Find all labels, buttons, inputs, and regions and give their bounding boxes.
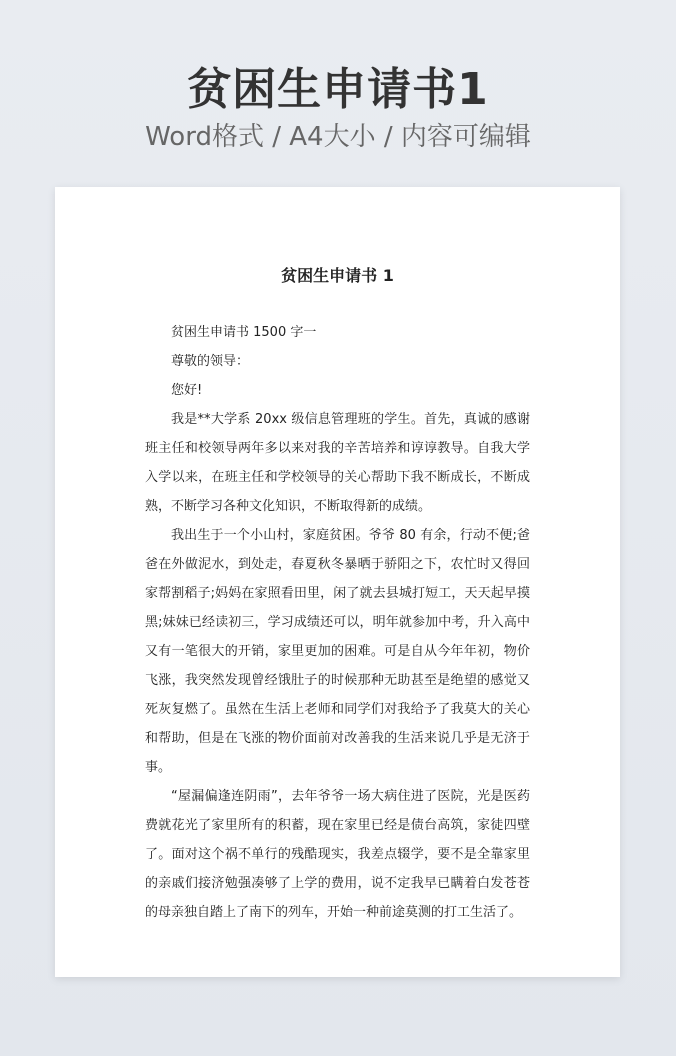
document-paragraph-heading: 贫困生申请书 1500 字一: [171, 325, 317, 340]
document-paragraph-intro: 我是**大学系 20xx 级信息管理班的学生。首先，真诚的感谢班主任和校领导两年多以来对我的辛苦培养和谆谆教导。自我大学入学以来，在班主任和学校领导的关心帮助下我不断成长，不断成熟，不断学习各种文化知识，不断取得新的成绩。: [145, 412, 530, 514]
banner-title: 贫困生申请书1: [187, 64, 489, 115]
document-paragraph-salutation: 尊敬的领导：: [171, 354, 250, 369]
document-paragraph-hardship: “屋漏偏逢连阴雨”，去年爷爷一场大病住进了医院，光是医药费就花光了家里所有的积蓄，现在家里已经是债台高筑，家徒四壁了。面对这个祸不单行的残酷现实，我差点辍学，要不是全靠家里的亲戚们接济勉强凑够了上学的费用，说不定我早已瞒着白发苍苍的母亲独自踏上了南下的列车，开始一种前途莫测的打工生活了。: [145, 789, 530, 920]
document-body: [145, 318, 530, 927]
document-page: [55, 187, 620, 977]
document-title: 贫困生申请书 1: [281, 266, 394, 285]
document-paragraph-greeting: 您好!: [171, 383, 203, 398]
banner-subtitle: Word格式 / A4大小 / 内容可编辑: [145, 122, 531, 152]
document-paragraph-family: 我出生于一个小山村，家庭贫困。爷爷 80 有余，行动不便;爸爸在外做泥水，到处走，春夏秋冬暴晒于骄阳之下，农忙时又得回家帮割稻子;妈妈在家照看田里，闲了就去县城打短工，天天起早摸黑;妹妹已经读初三，学习成绩还可以，明年就参加中考，升入高中又有一笔很大的开销，家里更加的困难。可是自从今年年初，物价飞涨，我突然发现曾经饿肚子的时候那种无助甚至是绝望的感觉又死灰复燃了。虽然在生活上老师和同学们对我给予了我莫大的关心和帮助，但是在飞涨的物价面前对改善我的生活来说几乎是无济于事。: [145, 528, 530, 775]
